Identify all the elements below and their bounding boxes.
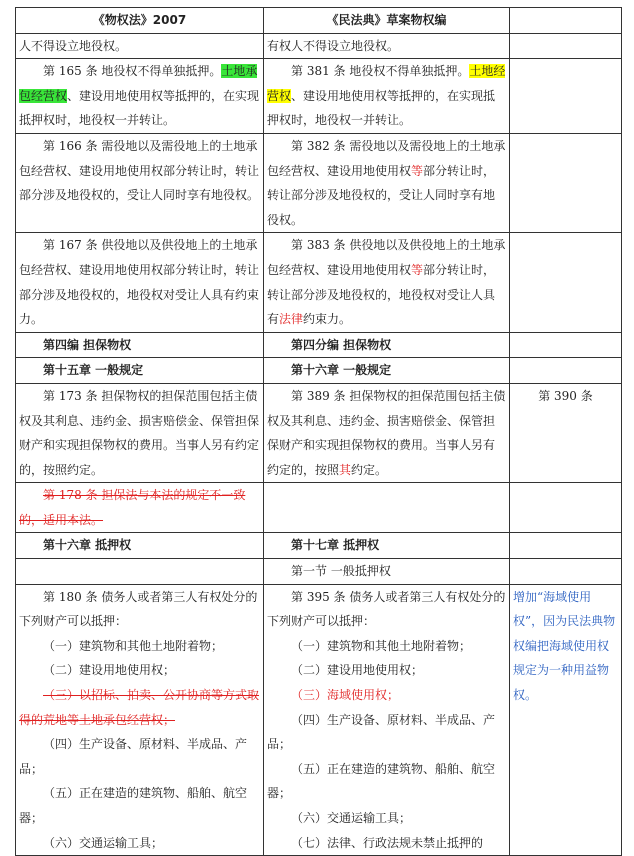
cell-note — [510, 358, 622, 384]
list-item: （二）建设用地使用权； — [43, 663, 176, 678]
table-row — [16, 559, 622, 585]
table-row — [16, 233, 622, 332]
list-item: （一）建筑物和其他土地附着物； — [291, 638, 472, 653]
article-intro: 第 180 条 债务人或者第三人有权处分的下列财产可以抵押： — [19, 589, 258, 629]
section-heading: 第四分编 担保物权 — [264, 332, 510, 358]
cell-new — [264, 483, 510, 533]
list-item: （二）建设用地使用权； — [291, 663, 424, 678]
article-text: 第 389 条 担保物权的担保范围包括主债权及其利息、违约金、损害赔偿金、保管担保财产和实现担保物权的费用。当事人另有约定的，按照 — [267, 388, 506, 477]
table-row — [16, 383, 622, 482]
subsection-heading: 第一节 一般抵押权 — [264, 559, 510, 585]
section-row — [16, 358, 622, 384]
article-text: 第 383 条 供役地以及供役地上的土地承包经营权、建设用地使用权 — [267, 238, 506, 277]
cell-old — [16, 59, 264, 134]
cell-new — [264, 233, 510, 332]
cell-new — [264, 383, 510, 482]
chapter-heading: 第十七章 抵押权 — [264, 533, 510, 559]
cell-note — [510, 559, 622, 585]
article-text: 约束力。 — [303, 312, 352, 327]
article-text: 部分转让时，转让部分涉及地役权的，地役权对受让人具有 — [267, 262, 496, 327]
cell-old — [16, 559, 264, 585]
article-text: 第 381 条 地役权不得单独抵押。 — [291, 64, 470, 79]
list-item: （六）交通运输工具； — [43, 835, 164, 850]
table-row — [16, 584, 622, 856]
list-item: （一）建筑物和其他土地附着物； — [43, 638, 224, 653]
article-text: 、建设用地使用权等抵押的，在实现抵押权时，地役权一并转让。 — [19, 88, 260, 128]
list-item: （六）交通运输工具； — [291, 811, 412, 825]
table-row — [16, 33, 622, 59]
inserted-text: 等 — [411, 163, 424, 178]
highlighted-term: 土地承包经营权 — [19, 64, 258, 103]
header-property-law: 《物权法》2007 — [16, 8, 264, 34]
comparison-table — [15, 7, 622, 856]
cell-note — [510, 332, 622, 358]
header-row — [16, 8, 622, 34]
chapter-heading: 第十六章 一般规定 — [264, 358, 510, 384]
cell-old: 人不得设立地役权。 — [16, 33, 264, 59]
highlighted-term: 土地经营权 — [267, 64, 506, 103]
section-row — [16, 332, 622, 358]
list-item: （五）正在建造的建筑物、船舶、航空器； — [267, 761, 496, 801]
cell-new — [264, 59, 510, 134]
chapter-heading: 第十六章 抵押权 — [16, 533, 264, 559]
list-item: （四）生产设备、原材料、半成品、产品； — [267, 712, 496, 752]
cell-old: 第 167 条 供役地以及供役地上的土地承包经营权、建设用地使用权部分转让时，转让部分涉及地役权的，地役权对受让人具有约束力。 — [16, 233, 264, 332]
cell-old: 第 173 条 担保物权的担保范围包括主债权及其利息、违约金、损害赔偿金、保管担保财产和实现担保物权的费用。当事人另有约定的，按照约定。 — [16, 383, 264, 482]
list-item: （五）正在建造的建筑物、船舶、航空器； — [19, 786, 248, 825]
inserted-list-item: （三）海域使用权； — [291, 688, 400, 703]
section-row — [16, 533, 622, 559]
cell-new — [264, 133, 510, 232]
header-civil-code: 《民法典》草案物权编 — [264, 8, 510, 34]
cell-note — [510, 233, 622, 332]
article-intro: 第 395 条 债务人或者第三人有权处分的下列财产可以抵押： — [267, 589, 506, 629]
table-row — [16, 59, 622, 134]
cell-note — [510, 483, 622, 533]
list-item: （七）法律、行政法规未禁止抵押的 — [291, 835, 484, 850]
header-notes — [510, 8, 622, 34]
cell-note — [510, 533, 622, 559]
list-item: （四）生产设备、原材料、半成品、产品； — [19, 737, 248, 776]
inserted-text: 其 — [339, 462, 352, 477]
deleted-list-item: （三）以招标、拍卖、公开协商等方式取得的荒地等土地承包经营权； — [19, 688, 260, 727]
inserted-text: 法律 — [279, 312, 304, 327]
article-text: 、建设用地使用权等抵押的，在实现抵押权时，地役权一并转让。 — [267, 88, 496, 128]
cell-note — [510, 59, 622, 134]
inserted-text: 等 — [411, 262, 424, 277]
article-text: 约定。 — [351, 462, 388, 477]
deleted-article: 第 178 条 担保法与本法的规定不一致的，适用本法。 — [16, 483, 264, 533]
chapter-heading: 第十五章 一般规定 — [16, 358, 264, 384]
cell-old: 第 166 条 需役地以及需役地上的土地承包经营权、建设用地使用权部分转让时，转让部分涉及地役权的，受让人同时享有地役权。 — [16, 133, 264, 232]
cell-note — [510, 33, 622, 59]
cell-old — [16, 584, 264, 856]
article-text: 第 165 条 地役权不得单独抵押。 — [43, 64, 222, 79]
article-text: 部分转让时，转让部分涉及地役权的，受让人同时享有地役权。 — [267, 163, 496, 227]
cell-note: 第 390 条 — [510, 383, 622, 482]
table-row — [16, 483, 622, 533]
cell-note — [510, 133, 622, 232]
table-row — [16, 133, 622, 232]
cell-new — [264, 584, 510, 856]
section-heading: 第四编 担保物权 — [16, 332, 264, 358]
article-text: 第 382 条 需役地以及需役地上的土地承包经营权、建设用地使用权 — [267, 138, 506, 178]
cell-note: 增加“海域使用权”，因为民法典物权编把海域使用权规定为一种用益物权。 — [510, 584, 622, 856]
cell-new: 有权人不得设立地役权。 — [264, 33, 510, 59]
